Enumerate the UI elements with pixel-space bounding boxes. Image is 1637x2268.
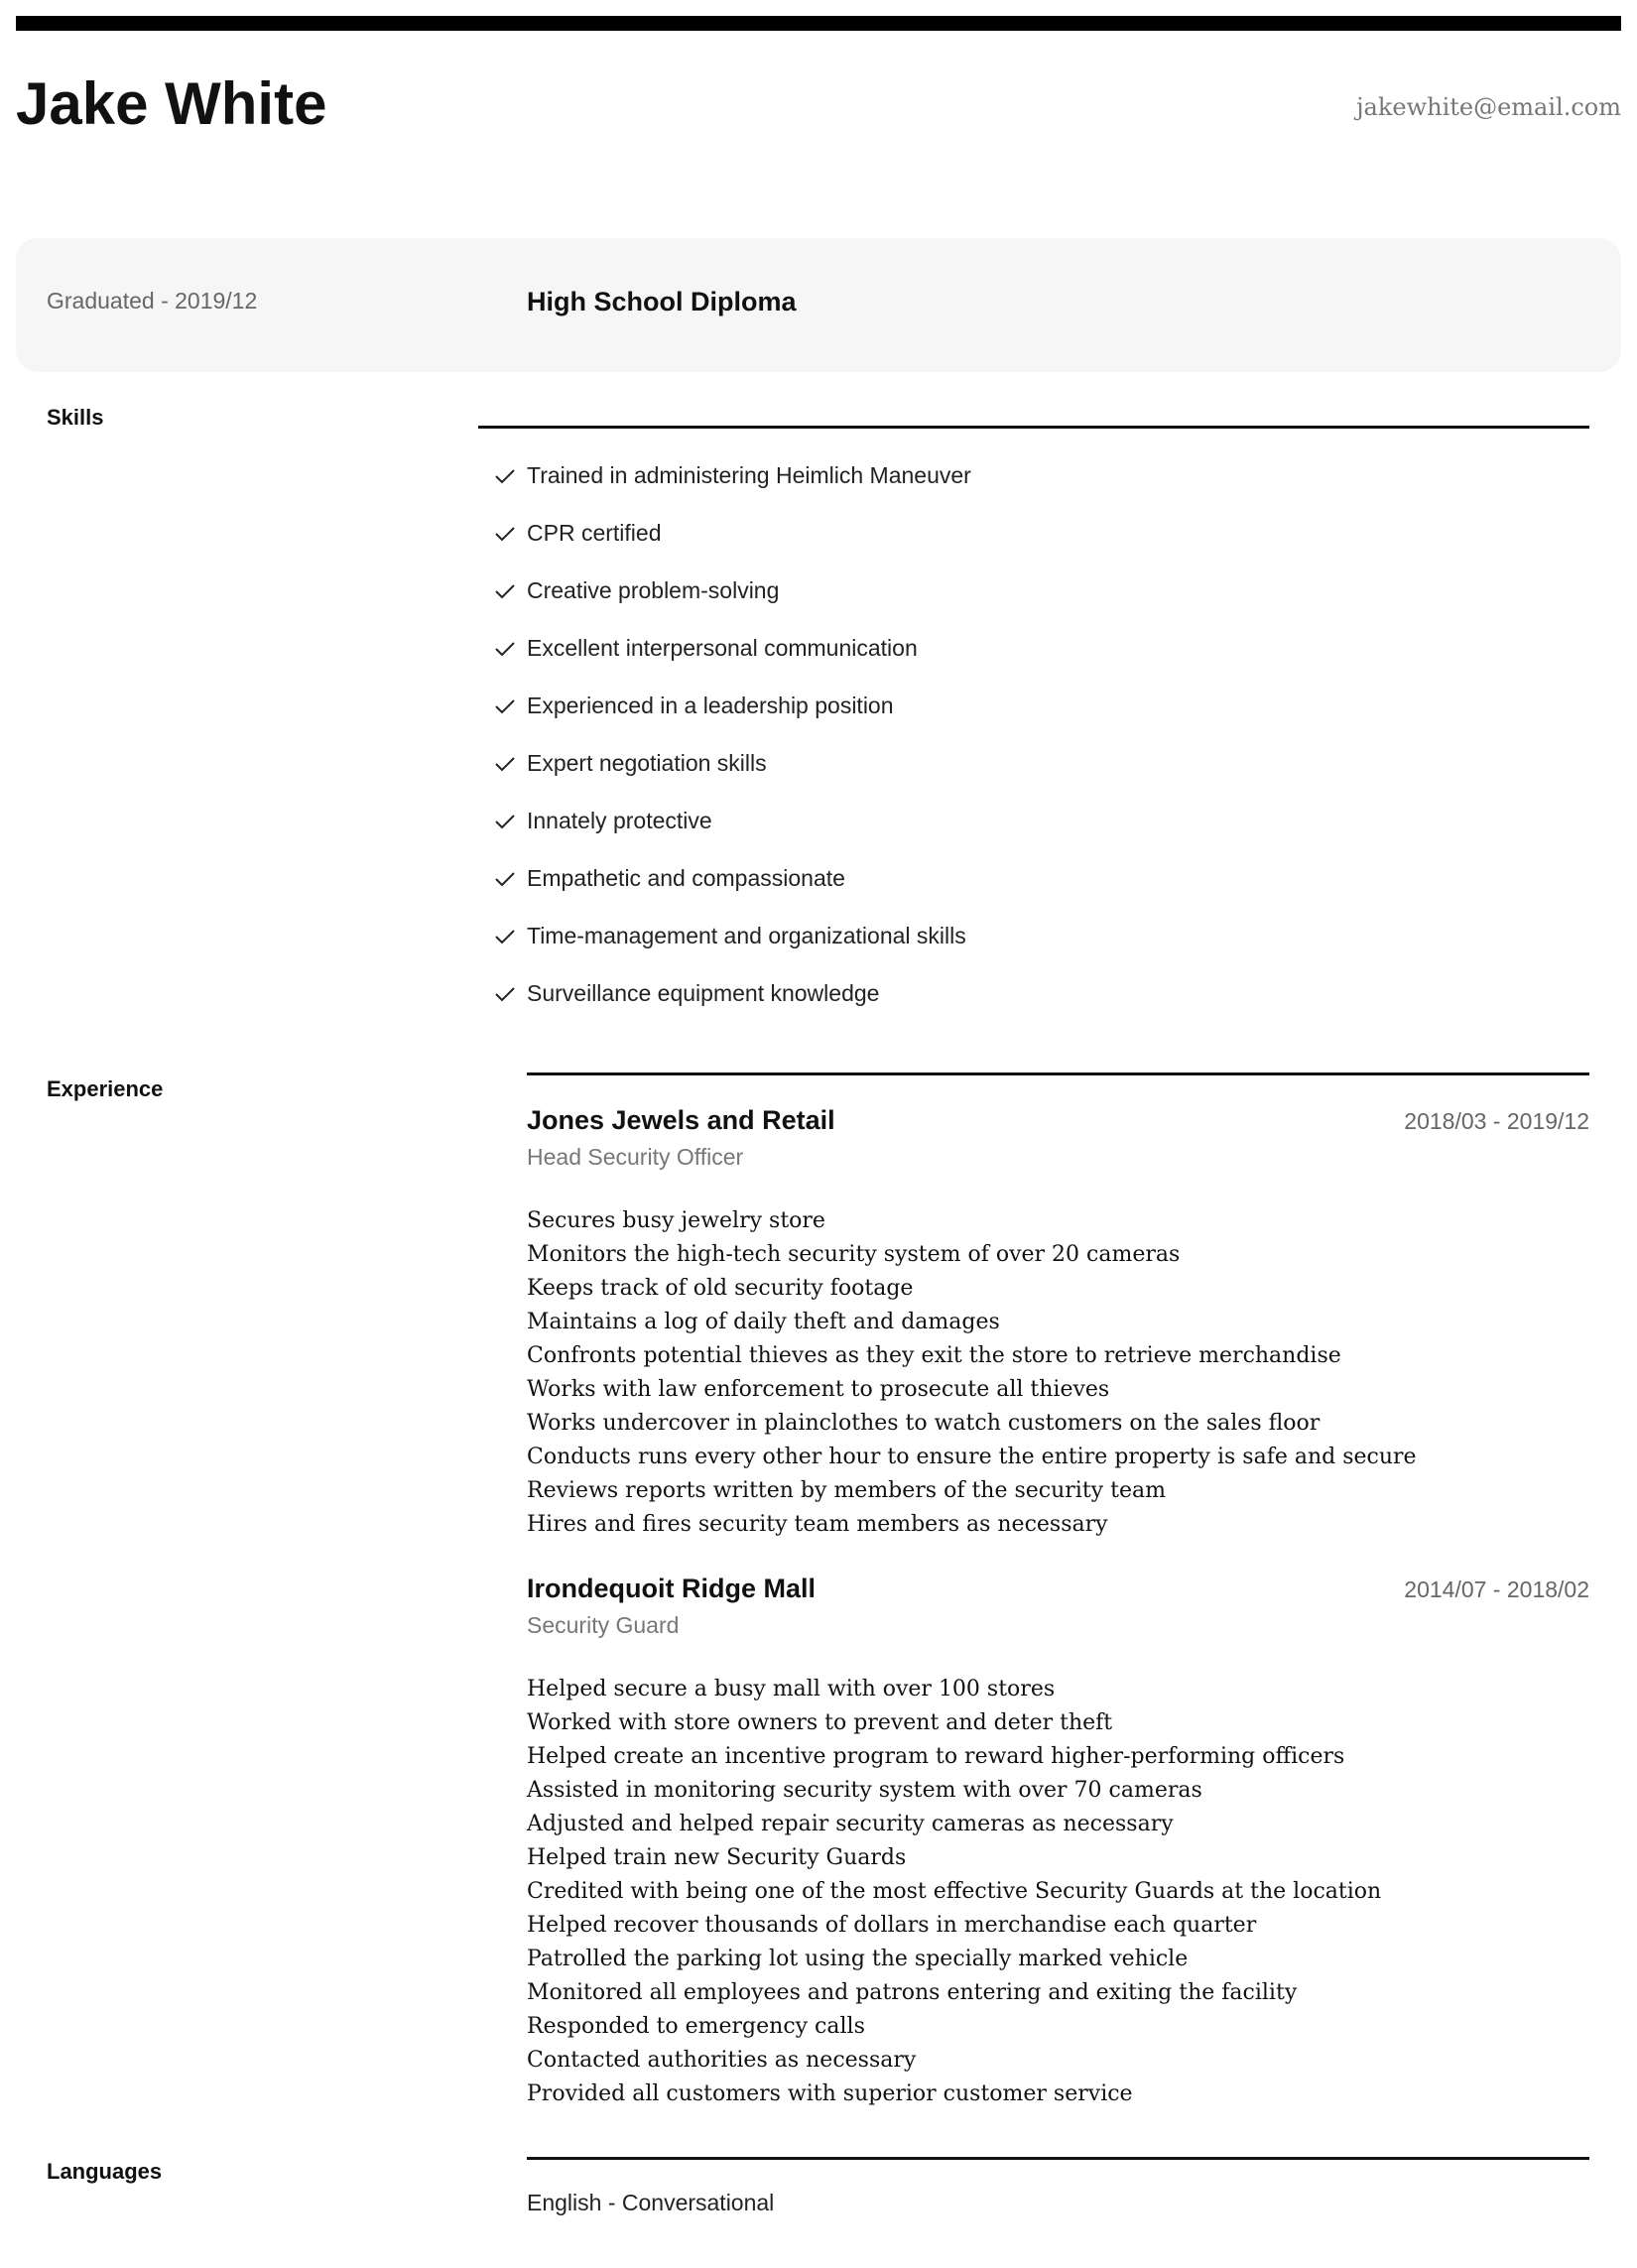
job-bullet: Helped recover thousands of dollars in merchandise each quarter: [527, 1913, 1257, 1938]
skill-label: Creative problem-solving: [527, 577, 780, 603]
check-icon: [493, 696, 517, 716]
check-icon: [493, 869, 517, 889]
skill-item: [493, 923, 966, 949]
job-bullet: Confronts potential thieves as they exit the store to retrieve merchandise: [527, 1343, 1341, 1368]
skill-item: [493, 520, 661, 547]
skill-label: CPR certified: [527, 520, 662, 546]
education-date: Graduated - 2019/12: [47, 288, 258, 314]
job-bullet: Worked with store owners to prevent and deter theft: [527, 1710, 1113, 1735]
job-bullet: Reviews reports written by members of the security team: [527, 1478, 1166, 1503]
skill-item: [493, 635, 918, 662]
email-link[interactable]: jakewhite@email.com: [1356, 93, 1621, 121]
skill-item: [493, 693, 894, 719]
skills-heading: Skills: [47, 405, 104, 430]
job-bullets: [527, 1673, 1589, 2111]
job-bullet: Hires and fires security team members as necessary: [527, 1512, 1108, 1537]
skill-label: Empathetic and compassionate: [527, 865, 845, 891]
job-bullet: Credited with being one of the most effective Security Guards at the location: [527, 1879, 1382, 1904]
job-bullet: Adjusted and helped repair security cameras as necessary: [527, 1812, 1174, 1836]
job-company: Jones Jewels and Retail: [527, 1105, 835, 1135]
skill-label: Innately protective: [527, 808, 712, 833]
check-icon: [493, 754, 517, 774]
check-icon: [493, 984, 517, 1004]
languages-divider: [527, 2157, 1589, 2160]
check-icon: [493, 581, 517, 601]
job-bullet: Helped create an incentive program to reward higher-performing officers: [527, 1744, 1345, 1769]
skill-item: [493, 462, 971, 489]
job-bullet: Monitored all employees and patrons entering and exiting the facility: [527, 1980, 1298, 2005]
skill-label: Excellent interpersonal communication: [527, 635, 918, 661]
language-item: English - Conversational: [527, 2190, 775, 2215]
job-entry: [527, 1105, 1589, 1542]
job-bullet: Responded to emergency calls: [527, 2014, 865, 2039]
job-dates: 2014/07 - 2018/02: [1404, 1576, 1589, 1602]
experience-heading: Experience: [47, 1076, 164, 1101]
check-icon: [493, 639, 517, 659]
job-bullet: Maintains a log of daily theft and damages: [527, 1310, 1000, 1334]
job-bullet: Works with law enforcement to prosecute all thieves: [527, 1377, 1110, 1402]
skill-label: Surveillance equipment knowledge: [527, 980, 880, 1006]
skill-label: Expert negotiation skills: [527, 750, 767, 776]
job-dates: 2018/03 - 2019/12: [1404, 1108, 1589, 1134]
experience-divider: [527, 1072, 1589, 1075]
candidate-name: Jake White: [16, 70, 327, 137]
skill-label: Time-management and organizational skills: [527, 923, 966, 948]
job-bullet: Helped train new Security Guards: [527, 1845, 907, 1870]
education-title: High School Diploma: [527, 287, 797, 316]
job-bullet: Secures busy jewelry store: [527, 1208, 825, 1233]
skill-item: [493, 865, 845, 892]
job-bullets: [527, 1204, 1589, 1542]
skill-item: [493, 577, 779, 604]
top-accent-bar: [16, 16, 1621, 31]
job-role: Security Guard: [527, 1612, 680, 1638]
skill-label: Experienced in a leadership position: [527, 693, 894, 718]
check-icon: [493, 927, 517, 946]
job-company: Irondequoit Ridge Mall: [527, 1574, 816, 1603]
job-bullet: Patrolled the parking lot using the specially marked vehicle: [527, 1947, 1189, 1971]
job-bullet: Helped secure a busy mall with over 100 stores: [527, 1677, 1056, 1701]
job-bullet: Works undercover in plainclothes to watch customers on the sales floor: [527, 1411, 1321, 1436]
check-icon: [493, 524, 517, 544]
job-bullet: Monitors the high-tech security system of over 20 cameras: [527, 1242, 1181, 1267]
skill-item: [493, 750, 767, 777]
job-bullet: Conducts runs every other hour to ensure the entire property is safe and secure: [527, 1445, 1417, 1469]
job-entry: [527, 1574, 1589, 2111]
check-icon: [493, 812, 517, 831]
languages-heading: Languages: [47, 2159, 163, 2184]
check-icon: [493, 466, 517, 486]
skill-item: [493, 808, 712, 834]
skill-item: [493, 980, 879, 1007]
job-bullet: Provided all customers with superior customer service: [527, 2081, 1133, 2106]
skill-label: Trained in administering Heimlich Maneuver: [527, 462, 971, 488]
job-role: Head Security Officer: [527, 1144, 744, 1170]
job-bullet: Keeps track of old security footage: [527, 1276, 914, 1301]
skills-divider: [478, 426, 1589, 429]
job-bullet: Assisted in monitoring security system with over 70 cameras: [527, 1778, 1202, 1803]
job-bullet: Contacted authorities as necessary: [527, 2048, 917, 2073]
